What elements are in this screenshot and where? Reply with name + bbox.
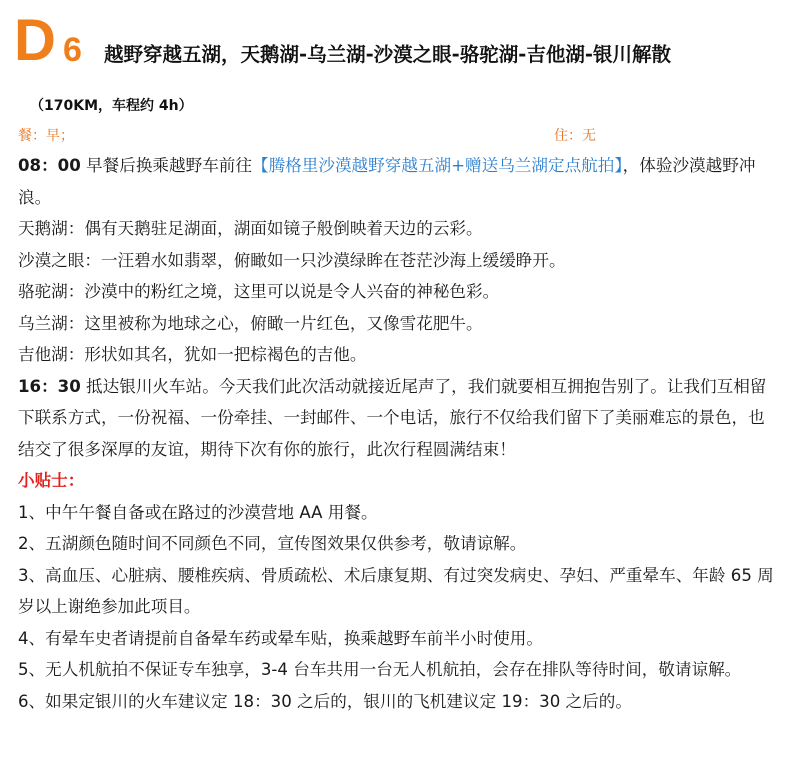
morning-paragraph: [18, 150, 778, 213]
lake-item: 天鹅湖：偶有天鹅驻足湖面，湖面如镜子般倒映着天边的云彩。: [18, 219, 483, 238]
day-title: 越野穿越五湖，天鹅湖-乌兰湖-沙漠之眼-骆驼湖-吉他湖-银川解散: [104, 43, 671, 66]
tips-heading: 小贴士：: [18, 471, 85, 490]
morning-text-after: ，体验沙漠越野冲浪。: [18, 156, 756, 207]
distance-info: （170KM，车程约 4h）: [30, 98, 193, 114]
meals-label: 餐：早；: [18, 128, 74, 144]
lake-item: 沙漠之眼：一汪碧水如翡翠，俯瞰如一只沙漠绿眸在苍茫沙海上缓缓睁开。: [18, 250, 566, 270]
day-header: [14, 8, 784, 74]
afternoon-time: 16：30: [18, 376, 81, 396]
tip-item: 1、中午午餐自备或在路过的沙漠营地 AA 用餐。: [18, 502, 378, 522]
lake-item: 乌兰湖：这里被称为地球之心，俯瞰一片红色，又像雪花肥牛。: [18, 313, 483, 333]
tip-item: 3、高血压、心脏病、腰椎疾病、骨质疏松、术后康复期、有过突发病史、孕妇、严重晕车、年龄 65 周岁以上谢绝参加此项目。: [18, 565, 774, 616]
afternoon-text: 抵达银川火车站。今天我们此次活动就接近尾声了，我们就要相互拥抱告别了。让我们互相留下联系方式，一份祝福、一份牵挂、一封邮件、一个电话，旅行不仅给我们留下了美丽难忘的景色，也结交了很多深厚的友谊，期待下次有你的旅行，此次行程圆满结束！: [18, 376, 767, 459]
tour-link[interactable]: 【腾格里沙漠越野穿越五湖+赠送乌兰湖定点航拍】: [252, 156, 623, 175]
day-letter: D: [14, 8, 54, 73]
afternoon-paragraph: [18, 371, 778, 466]
day-number: 6: [63, 31, 82, 69]
tip-item: 2、五湖颜色随时间不同颜色不同，宣传图效果仅供参考，敬请谅解。: [18, 534, 527, 553]
morning-text-before: 早餐后换乘越野车前往: [80, 156, 252, 175]
morning-time: 08：00: [18, 156, 81, 175]
tip-item: 6、如果定银川的火车建议定 18：30 之后的，银川的飞机建议定 19：30 之后的。: [18, 691, 632, 711]
lake-item: 吉他湖：形状如其名，犹如一把棕褐色的吉他。: [18, 345, 367, 364]
tip-item: 5、无人机航拍不保证专车独享，3-4 台车共用一台无人机航拍，会存在排队等待时间，敬请谅解。: [18, 660, 742, 679]
lake-item: 骆驼湖：沙漠中的粉红之境，这里可以说是令人兴奋的神秘色彩。: [18, 282, 500, 301]
tip-item: 4、有晕车史者请提前自备晕车药或晕车贴，换乘越野车前半小时使用。: [18, 628, 543, 648]
meal-stay-row: [18, 124, 758, 148]
stay-label: 住：无: [554, 128, 596, 144]
itinerary-body: [18, 150, 778, 717]
